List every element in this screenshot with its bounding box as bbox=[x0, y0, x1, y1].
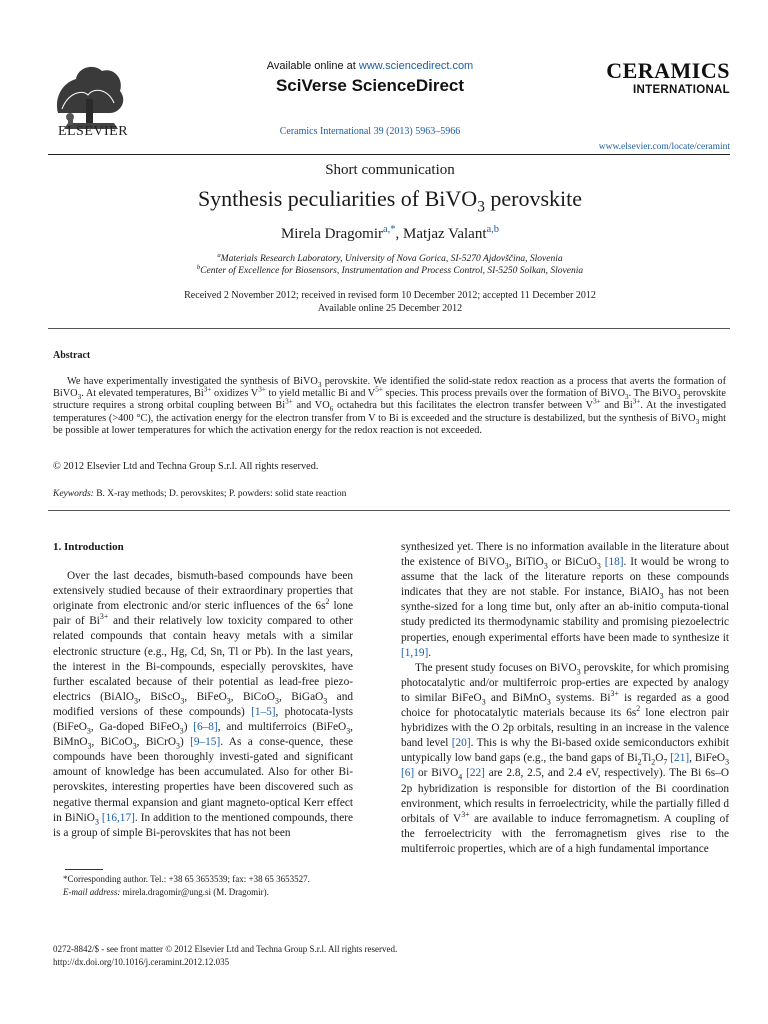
email-address[interactable]: mirela.dragomir@ung.si (M. Dragomir). bbox=[120, 887, 269, 897]
citation-link[interactable]: [1–5] bbox=[251, 705, 276, 718]
keywords-label: Keywords: bbox=[53, 489, 94, 499]
body-paragraph: synthesized yet. There is no information available in the literature about the existence of BiVO$_3$, BiTiO$_3$ or BiCuO$_3$ [18]. It would be wrong to assume that the lack of the literature reports on these compounds indicates that they are not stable. For instance, BiAlO$_3$ has not been synthe-sized for a long time but, only after an ab-initio computa-tional study predicted its thermodynamic stability and promising piezoelectric properties, enough experimental efforts have been made to synthesize it [1,19]. bbox=[401, 541, 730, 659]
affiliation-text: Center of Excellence for Biosensors, Instrumentation and Process Control, SI-5250 Solkan, Slovenia bbox=[200, 266, 584, 276]
body-paragraph: Over the last decades, bismuth-based compounds have been extensively studied because of their extraordinary properties that originate from electronic and/or steric influences of the $6s^2$ lone pair of $Bi^{3+}$ and their relatively low toxicity compared to other related compounds that contain heavy metals with a similar electronic structure (e.g., Hg, Cd, Sn, Tl or Pb). In the last years, the interest in the Bi-compounds, especially perovskites, have further escalated because of their potential as lead-free piezo-electrics (BiAlO$_3$, BiScO$_3$, BiFeO$_3$, BiCoO$_3$, BiGaO$_3$ and modified versions of these compounds) [1–5], photocata-lysts (BiFeO$_3$, Ga-doped BiFeO$_3$) [6–8], and multiferroics (BiFeO$_3$, BiMnO$_3$, BiCoO$_3$, BiCrO$_3$) [9–15]. As a conse-quence, these compounds have been thoroughly investi-gated and significant amount of knowledge has been accumulated. Also for other Bi-perovskites, interesting properties have been discovered such as negative thermal expansion and giant magneto-optical Kerr effect in BiNiO$_3$ [16,17]. In addition to the mentioned compounds, there is a group of simple Bi-perovskites that has not been bbox=[53, 570, 353, 839]
journal-citation[interactable]: Ceramics International 39 (2013) 5963–5966 bbox=[279, 126, 461, 137]
footnote-divider bbox=[65, 869, 103, 870]
online-date: Available online 25 December 2012 bbox=[317, 303, 463, 314]
author-list bbox=[120, 226, 660, 243]
affiliation-a bbox=[100, 251, 680, 264]
journal-name-line2: INTERNATIONAL bbox=[633, 84, 730, 96]
citation-link[interactable]: [21] bbox=[670, 752, 690, 765]
citation-link[interactable]: [22] bbox=[466, 767, 485, 780]
footnote bbox=[53, 873, 383, 899]
journal-name-line1: CERAMICS bbox=[606, 58, 730, 83]
affiliation-marker: a bbox=[217, 251, 221, 259]
received-dates: Received 2 November 2012; received in revised form 10 December 2012; accepted 11 December 2012 bbox=[184, 290, 596, 301]
journal-homepage-link[interactable]: www.elsevier.com/locate/ceramint bbox=[598, 142, 730, 152]
front-matter-notice: 0272-8842/$ - see front matter © 2012 Elsevier Ltd and Techna Group S.r.l. All rights reserved. bbox=[53, 944, 398, 954]
title-subscript: 3 bbox=[477, 198, 485, 216]
body-column-right bbox=[401, 540, 729, 857]
abstract-divider-top bbox=[48, 328, 730, 329]
title-text: Synthesis peculiarities of BiVO bbox=[197, 186, 478, 211]
citation-link[interactable]: [6] bbox=[401, 767, 415, 780]
title-text-end: perovskite bbox=[484, 186, 583, 211]
email-line bbox=[53, 886, 383, 899]
body-paragraph: The present study focuses on BiVO$_3$ perovskite, for which promising photocatalytic and/or multiferroic prop-erties are expected by analogy to similar BiFeO$_3$ and BiMnO$_3$ systems. $Bi^{3+}$ is regarded as a good choice for photocatalytic materials because its $6s^2$ lone electron pair hybridizes with the O 2p orbitals, resulting in an increase in the valence band level [20]. This is why the Bi-based oxide semiconductors exhibit untypically low band gaps (e.g., the band gaps of $Bi_2Ti_2O_7$ [21], BiFeO$_3$ [6] or BiVO$_4$ [22] are 2.8, 2.5, and 2.4 eV, respectively). The Bi 6s–O 2p hybridization is responsible for distortion of the Bi coordination environment, which results in ferroelectricity, while the partially filled d orbitals of $V^{3+}$ are available to induce ferromagnetism. A coupling of the ferroelectricity with the ferromagnetism gives rise to the multiferroic properties, which are of a high fundamental importance bbox=[401, 661, 730, 855]
citation-link[interactable]: [6–8] bbox=[193, 721, 218, 734]
doi-link[interactable]: http://dx.doi.org/10.1016/j.ceramint.2012.12.035 bbox=[53, 956, 230, 967]
citation-link[interactable]: [1,19] bbox=[401, 646, 429, 659]
article-type: Short communication bbox=[325, 162, 455, 178]
author-affiliation-marker[interactable]: a,b bbox=[486, 224, 500, 235]
citation-link[interactable]: [16,17] bbox=[101, 811, 135, 824]
available-online-line bbox=[200, 60, 540, 72]
sciencedirect-link[interactable]: www.sciencedirect.com bbox=[358, 60, 474, 72]
page-footer bbox=[53, 943, 653, 968]
body-column-left bbox=[53, 540, 353, 841]
citation-link[interactable]: [20] bbox=[451, 737, 471, 750]
article-title bbox=[60, 186, 720, 216]
affiliation-b bbox=[100, 263, 680, 276]
platform-wordmark: SciVerse ScienceDirect bbox=[275, 76, 465, 95]
abstract-heading: Abstract bbox=[53, 350, 91, 361]
citation-link[interactable]: [18] bbox=[604, 556, 624, 569]
section-heading: 1. Introduction bbox=[53, 541, 124, 553]
affiliation-marker: b bbox=[196, 263, 201, 271]
header-divider bbox=[48, 154, 730, 155]
abstract-text: We have experimentally investigated the synthesis of BiVO$_3$ perovskite. We identified the solid-state redox reaction as a process that averts the formation of BiVO$_3$. At elevated temperatures, $Bi^{3+}$ oxidizes $V^{3+}$ to yield metallic Bi and $V^{5+}$ species. This process prevails over the formation of BiVO$_3$. The BiVO$_3$ perovskite structure requires a strong orbital coupling between $Bi^{3+}$ and $VO_6$ octahedra but this facilitates the electron transfer between $V^{3+}$ and $Bi^{3+}$. At the investigated temperatures (>400 °C), the activation energy for the electron transfer from V to Bi is exceeded and the structure is destabilized, but the synthesis of BiVO$_3$ might be possible at lower temperatures for which the activation energy for the redox reaction is not exceeded. bbox=[53, 376, 727, 436]
author-name[interactable]: Mirela Dragomir bbox=[280, 226, 383, 242]
publisher-wordmark: ELSEVIER bbox=[57, 124, 129, 139]
email-label: E-mail address: bbox=[63, 887, 121, 897]
author-affiliation-marker[interactable]: a,* bbox=[383, 224, 396, 235]
author-name[interactable]: Matjaz Valant bbox=[403, 226, 487, 242]
available-online-text: Available online at bbox=[266, 60, 356, 72]
corresponding-author-note: *Corresponding author. Tel.: +38 65 3653539; fax: +38 65 3653527. bbox=[63, 874, 310, 884]
abstract-divider-bottom bbox=[48, 510, 730, 511]
affiliation-text: Materials Research Laboratory, University of Nova Gorica, SI-5270 Ajdovščina, Slovenia bbox=[220, 254, 563, 264]
keywords-text: B. X-ray methods; D. perovskites; P. powders: solid state reaction bbox=[93, 489, 347, 499]
copyright-notice: © 2012 Elsevier Ltd and Techna Group S.r.l. All rights reserved. bbox=[53, 461, 319, 472]
author-separator: , bbox=[395, 226, 404, 242]
citation-link[interactable]: [9–15] bbox=[190, 736, 221, 749]
keywords bbox=[53, 489, 726, 499]
